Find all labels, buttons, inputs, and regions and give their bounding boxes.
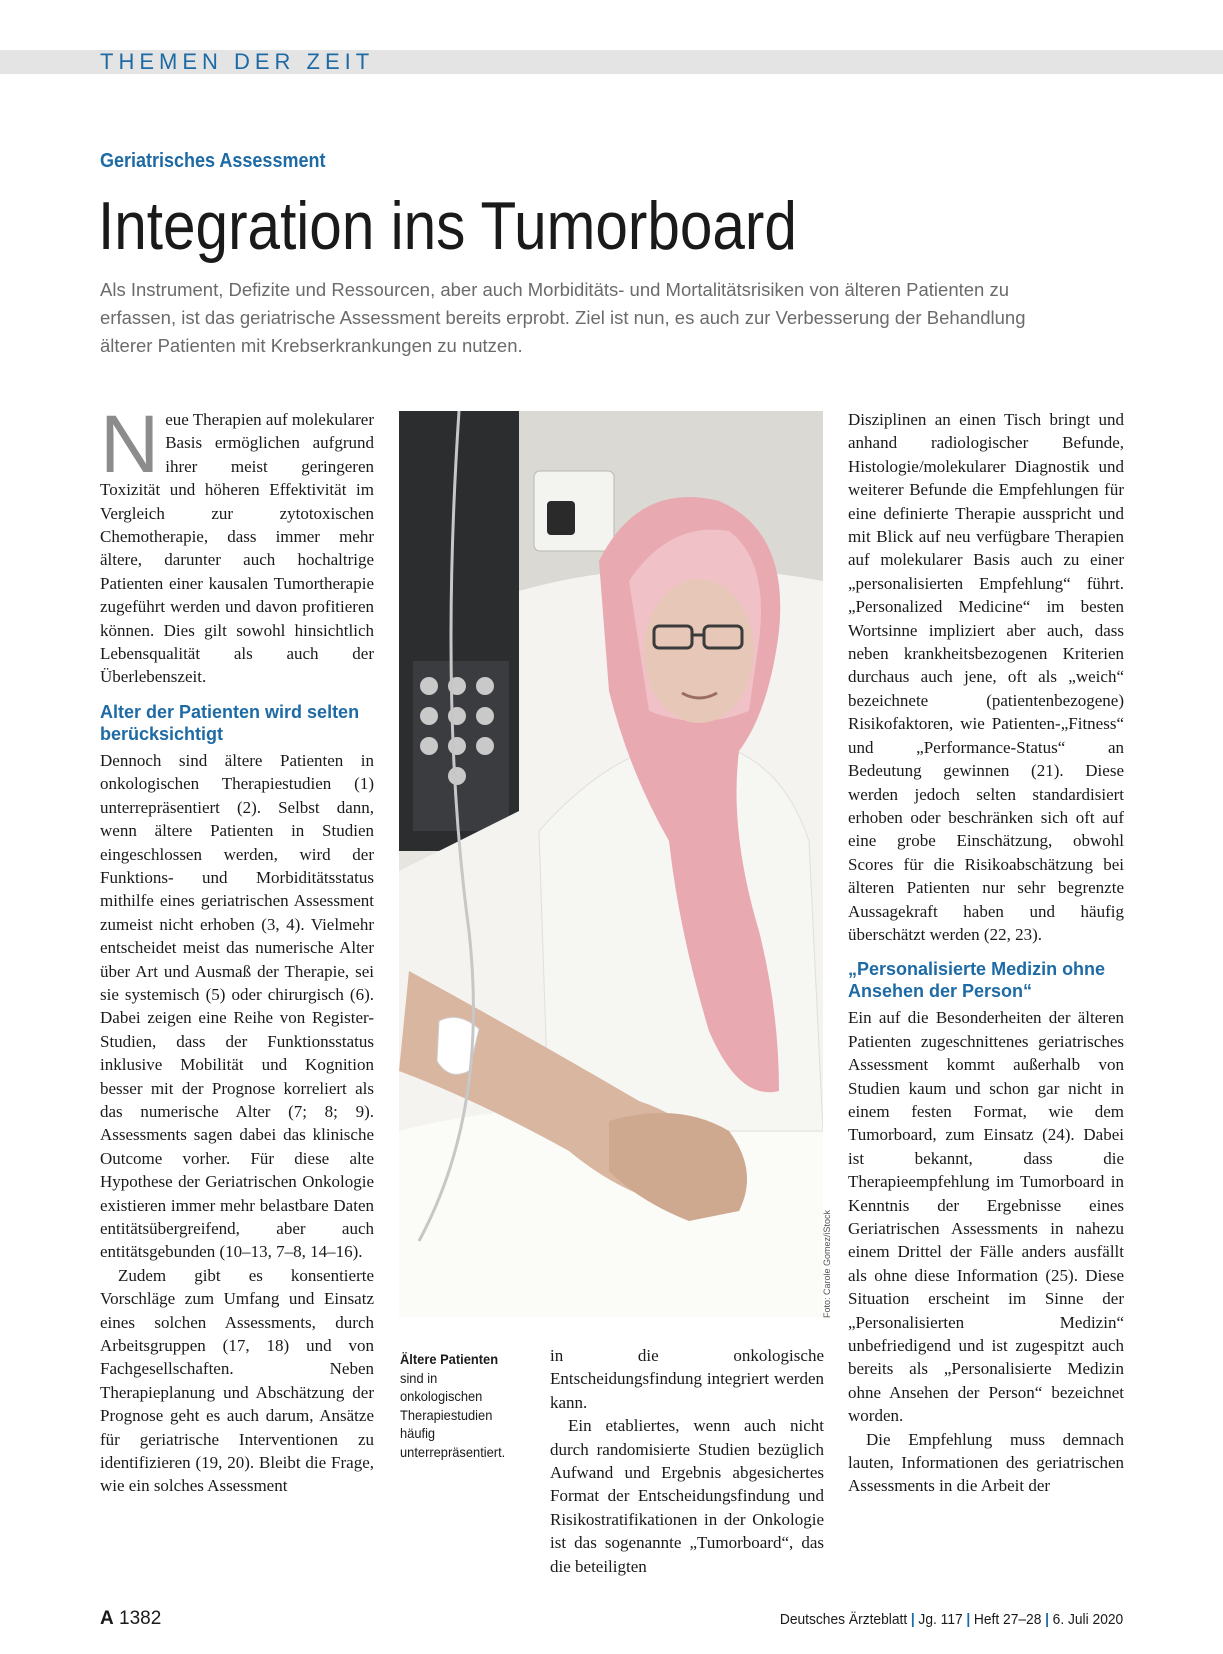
- caption-title: Ältere Patienten: [400, 1351, 499, 1367]
- journal-name: Deutsches Ärzteblatt: [779, 1611, 907, 1628]
- subheading-age: Alter der Patienten wird selten berücksichtigt: [100, 701, 360, 744]
- journal-issue: Heft 27–28: [973, 1611, 1042, 1628]
- page-number: [100, 1608, 161, 1630]
- patient-photo-illustration: [399, 411, 823, 1317]
- photo-caption: [400, 1350, 520, 1461]
- caption-text: sind in onkologischen Therapiestudien häufig unterrepräsentiert.: [400, 1369, 506, 1460]
- section-label: THEMEN DER ZEIT: [100, 49, 375, 74]
- journal-volume: Jg. 117: [918, 1611, 963, 1628]
- paragraph-age: Dennoch sind ältere Patienten in onkologischen Therapiestudien (1) unterrepräsentiert (2). Selbst dann, wenn ältere Patienten in Studien eingeschlossen werden, wird der Funktions- und Morbiditätsstatus mithilfe eines geriatrischen Assessment zumeist nicht erhoben (3, 4). Vielmehr entscheidet meist das numerische Alter über Art und Ausmaß der Therapie, sei sie systemisch (5) oder chirurgisch (6). Dabei zeigen eine Reihe von Register-Studien, dass der Funktionsstatus inklusive Mobilität und Kognition besser mit der Prognose korreliert als das numerische Alter (7; 8; 9). Assessments sagen dabei das klinische Outcome vorher. Für diese alte Hypothese der Geriatrischen Onkologie existieren immer mehr belastbare Daten entitätsübergreifend, aber auch entitätsgebunden (10–13, 7–8, 14–16).: [100, 750, 374, 1262]
- page-prefix: A: [100, 1608, 114, 1629]
- paragraph-intro: [100, 399, 374, 689]
- drop-cap: N: [100, 399, 160, 490]
- article-title: Integration ins Tumorboard: [98, 188, 797, 264]
- article-kicker: Geriatrisches Assessment: [100, 150, 326, 172]
- footer-separator: |: [966, 1611, 970, 1628]
- text-column-2: [550, 1344, 824, 1578]
- photo-credit: Foto: Carole Gomez/iStock: [822, 1209, 832, 1318]
- paragraph-assessment: Ein auf die Besonderheiten der älteren Patienten zugeschnittenes geriatrisches Assessment kommt außerhalb von Studien kaum und schon gar nicht in einem festen Format, wie dem Tumorboard, zum Einsatz (24). Dabei ist bekannt, dass die Therapieempfehlung im Tumorboard in Kenntnis der Ergebnisse eines Geriatrischen Assessments in nahezu einem Drittel der Fälle anders ausfällt als ohne diese Information (25). Diese Situation erscheint im Sinne der „Personalisierten Medizin“ unbefriedigend und ist zugespitzt auch bereits als „Personalisierte Medizin ohne Ansehen der Person“ bezeichnet worden.: [848, 1008, 1124, 1426]
- footer-separator: |: [1044, 1611, 1049, 1628]
- paragraph-recommendation: Die Empfehlung muss demnach lauten, Informationen des geriatrischen Assessments in die Arbeit der: [848, 1429, 1124, 1496]
- page-number-value: 1382: [119, 1608, 162, 1629]
- text-column-3: [848, 408, 1124, 1498]
- article-photo: [399, 411, 823, 1317]
- footer-separator: |: [910, 1611, 915, 1628]
- paragraph-disciplines: Disziplinen an einen Tisch bringt und anhand radiologischer Befunde, Histologie/molekularer Diagnostik und weiterer Befunde die Empfehlungen für eine definierte Therapie ausspricht und mit Blick auf neu verfügbare Therapien auf molekularer Basis auch zu einer „personalisierten Empfehlung“ führt. „Personalized Medicine“ im besten Wortsinne impliziert aber auch, dass neben krankheitsbezogenen Kriterien durchaus auch jene, oft als „weich“ bezeichnete (patientenbezogene) Risikofaktoren, wie Patienten-„Fitness“ und „Performance-Status“ an Bedeutung gewinnen (21). Diese werden jedoch selten standardisiert erhoben oder beschränken sich oft auf eine grobe Einschätzung, obwohl Scores für die Risikoabschätzung bei älteren Patienten nur sehr begrenzte Aussagekraft haben und häufig überschätzt werden (22, 23).: [848, 410, 1124, 944]
- journal-footer: [780, 1611, 1123, 1628]
- paragraph-consensus: Zudem gibt es konsentierte Vorschläge zum Umfang und Einsatz eines solchen Assessments, durch Arbeitsgruppen (17, 18) und von Fachgesellschaften. Neben Therapieplanung und Abschätzung der Prognose geht es auch darum, Ansätze für geriatrische Interventionen zu identifizieren (19, 20). Bleibt die Frage, wie ein solches Assessment: [100, 1265, 374, 1496]
- subheading-personalized: „Personalisierte Medizin ohne Ansehen der Person“: [848, 959, 1106, 1002]
- paragraph-tumorboard: Ein etabliertes, wenn auch nicht durch randomisierte Studien bezüglich Aufwand und Ergebnis abgesichertes Format der Entscheidungsfindung und Risikostratifikationen in der Onkologie ist das sogenannte „Tumorboard“, das die beteiligten: [550, 1416, 824, 1576]
- paragraph-integration: in die onkologische Entscheidungsfindung integriert werden kann.: [550, 1346, 824, 1412]
- journal-date: 6. Juli 2020: [1052, 1611, 1123, 1628]
- text-column-1: [100, 399, 374, 1498]
- paragraph-intro-text: eue Therapien auf molekularer Basis ermöglichen aufgrund ihrer meist geringeren Toxizität und höheren Effektivität im Vergleich zur zytotoxischen Chemotherapie, dass immer mehr ältere, darunter auch hochaltrige Patienten einer kausalen Tumortherapie zugeführt werden und davon profitieren können. Dies gilt sowohl hinsichtlich Lebensqualität als auch der Überlebenszeit.: [100, 410, 374, 687]
- article-lead: Als Instrument, Defizite und Ressourcen, aber auch Morbiditäts- und Mortalitätsrisiken von älteren Patienten zu erfassen, ist das geriatrische Assessment bereits erprobt. Ziel ist nun, es auch zur Verbesserung der Behandlung älterer Patienten mit Krebserkrankungen zu nutzen.: [100, 279, 1026, 356]
